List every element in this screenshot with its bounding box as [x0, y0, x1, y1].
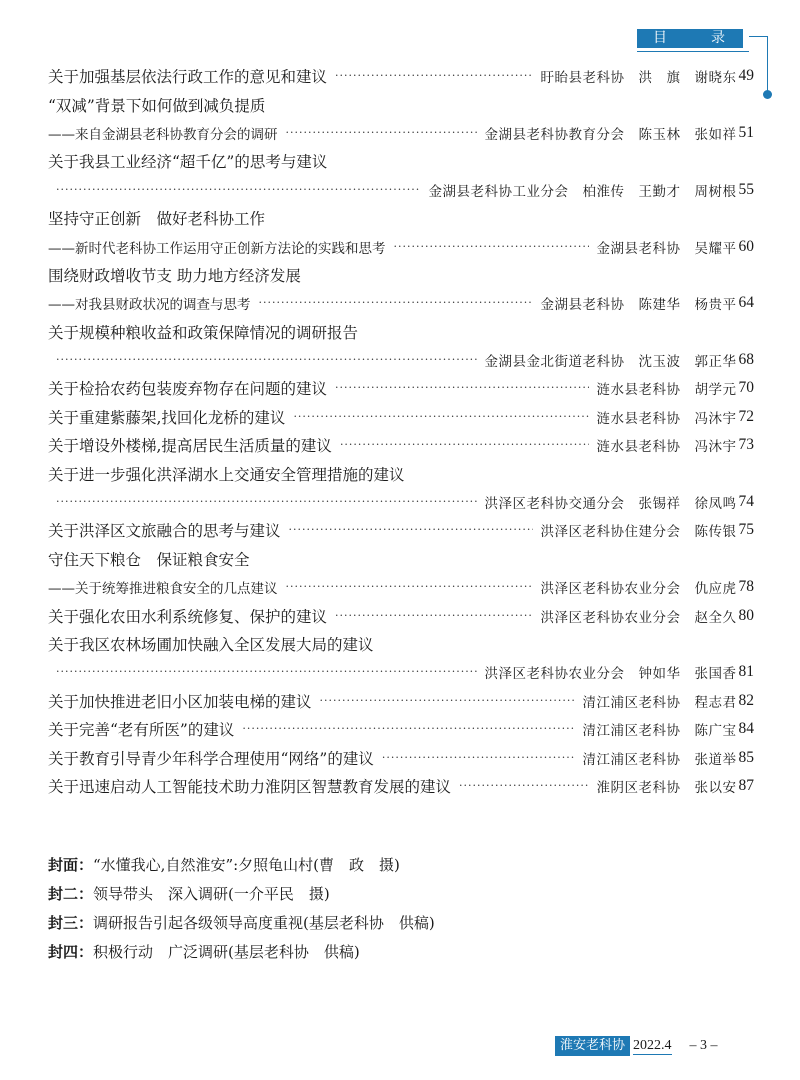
toc-page-number: 80 [738, 606, 754, 624]
decorative-dot [763, 90, 772, 99]
toc-subtitle: ——来自金湖县老科协教育分会的调研 [48, 126, 278, 143]
toc-title: 坚持守正创新 做好老科协工作 [48, 210, 266, 229]
dot-leader [56, 352, 477, 368]
toc-page-number: 78 [738, 578, 754, 596]
dot-leader [340, 437, 589, 453]
toc-subtitle: ——新时代老科协工作运用守正创新方法论的实践和思考 [48, 240, 386, 257]
toc-title: 关于完善“老有所医”的建议 [48, 721, 235, 740]
cover-credits [48, 850, 748, 966]
dot-leader [286, 579, 533, 595]
toc-author: 涟水县老科协 胡学元 [596, 382, 737, 399]
toc-title: 关于强化农田水利系统修复、保护的建议 [48, 607, 328, 626]
dot-leader [320, 693, 575, 709]
toc-title: 关于检拾农药包装废弃物存在问题的建议 [48, 380, 328, 399]
dot-leader [56, 664, 477, 680]
toc-heading [48, 90, 754, 118]
toc-title: 关于教育引导青少年科学合理使用“网络”的建议 [48, 749, 374, 768]
toc-subtitle: ——关于统筹推进粮食安全的几点建议 [48, 581, 278, 598]
toc-page-number: 82 [738, 691, 754, 709]
toc-entry[interactable] [48, 431, 754, 459]
toc-title: 关于重建紫藤架,找回化龙桥的建议 [48, 408, 286, 427]
toc-author: 淮阴区老科协 张以安 [596, 779, 737, 796]
toc-page-number: 49 [738, 67, 754, 85]
toc-author: 金湖县老科协教育分会 陈玉林 张如祥 [484, 126, 737, 143]
toc-entry[interactable] [48, 374, 754, 402]
toc-title: 围绕财政增收节支 助力地方经济发展 [48, 266, 301, 285]
toc-author: 洪泽区老科协农业分会 赵全久 [540, 609, 737, 626]
toc-title: 关于洪泽区文旅融合的思考与建议 [48, 522, 281, 541]
cover-credit-row [48, 879, 748, 908]
toc-title: 关于迅速启动人工智能技术助力淮阴区智慧教育发展的建议 [48, 777, 452, 796]
page-footer [555, 1036, 718, 1056]
toc-title: 关于我县工业经济“超千亿”的思考与建议 [48, 153, 328, 172]
toc-heading [48, 630, 754, 658]
dot-leader [335, 68, 532, 84]
dot-leader [289, 522, 533, 538]
toc-heading [48, 147, 754, 175]
toc-page-number: 74 [738, 493, 754, 511]
toc-page-number: 87 [738, 776, 754, 794]
dot-leader [286, 125, 477, 141]
toc-entry[interactable] [48, 403, 754, 431]
toc-entry[interactable] [48, 772, 754, 800]
toc-author: 洪泽区老科协农业分会 钟如华 张国香 [484, 666, 737, 683]
toc-entry[interactable] [48, 232, 754, 260]
cover-credit-row [48, 937, 748, 966]
dot-leader [56, 182, 421, 198]
toc-author: 金湖县老科协 陈建华 杨贵平 [540, 297, 737, 314]
toc-entry[interactable] [48, 601, 754, 629]
toc-entry[interactable] [48, 516, 754, 544]
toc-entry[interactable] [48, 119, 754, 147]
toc-author: 洪泽区老科协农业分会 仇应虎 [540, 581, 737, 598]
dot-leader [335, 608, 532, 624]
toc-page-number: 84 [738, 720, 754, 738]
toc-heading [48, 318, 754, 346]
toc-author: 涟水县老科协 冯沐宇 [596, 439, 737, 456]
toc-title: 关于增设外楼梯,提高居民生活质量的建议 [48, 437, 332, 456]
toc-title: 关于加强基层依法行政工作的意见和建议 [48, 68, 328, 87]
toc-title: 关于规模种粮收益和政策保障情况的调研报告 [48, 323, 359, 342]
cover-label: 封三： [48, 914, 94, 932]
cover-credit-row [48, 850, 748, 879]
toc-entry[interactable] [48, 573, 754, 601]
cover-credit-row [48, 908, 748, 937]
toc-author: 洪泽区老科协住建分会 陈传银 [540, 524, 737, 541]
cover-label: 封面： [48, 856, 94, 874]
dot-leader [56, 494, 477, 510]
toc-page-number: 70 [738, 379, 754, 397]
toc-title: 守住天下粮仓 保证粮食安全 [48, 550, 250, 569]
cover-description: “水懂我心,自然淮安”:夕照龟山村(曹 政 摄) [93, 856, 400, 874]
badge-right-char: 录 [711, 30, 725, 46]
table-of-contents [48, 62, 754, 800]
issue-year: 2022.4 [633, 1037, 672, 1053]
dot-leader [394, 239, 589, 255]
toc-page-number: 68 [738, 351, 754, 369]
toc-page-number: 72 [738, 407, 754, 425]
toc-entry[interactable] [48, 62, 754, 90]
toc-title: 关于进一步强化洪泽湖水上交通安全管理措施的建议 [48, 465, 405, 484]
page-number: – 3 – [689, 1038, 718, 1053]
toc-entry[interactable] [48, 715, 754, 743]
toc-author: 盱眙县老科协 洪 旗 谢晓东 [540, 70, 737, 87]
toc-page-number: 81 [738, 663, 754, 681]
journal-name: 淮安老科协 [555, 1036, 630, 1056]
toc-heading [48, 545, 754, 573]
toc-heading [48, 261, 754, 289]
toc-page-number: 64 [738, 294, 754, 312]
dot-leader [259, 295, 533, 311]
toc-author: 金湖县老科协工业分会 柏淮传 王勤才 周树根 [428, 183, 737, 200]
toc-badge [637, 29, 743, 48]
toc-page-number: 85 [738, 748, 754, 766]
toc-author: 涟水县老科协 冯沐宇 [596, 410, 737, 427]
toc-page-number: 75 [738, 521, 754, 539]
toc-author: 清江浦区老科协 程志君 [582, 694, 737, 711]
cover-description: 积极行动 广泛调研(基层老科协 供稿) [93, 943, 360, 961]
toc-entry[interactable] [48, 687, 754, 715]
toc-entry[interactable] [48, 658, 754, 686]
dot-leader [382, 750, 575, 766]
toc-author: 清江浦区老科协 张道举 [582, 751, 737, 768]
dot-leader [293, 409, 588, 425]
cover-label: 封二： [48, 885, 94, 903]
toc-author: 金湖县老科协 吴耀平 [596, 240, 737, 257]
dot-leader [242, 721, 574, 737]
toc-title: “双减”背景下如何做到减负提质 [48, 96, 266, 115]
toc-page-number: 51 [738, 123, 754, 141]
dot-leader [335, 380, 588, 396]
toc-entry[interactable] [48, 488, 754, 516]
toc-entry[interactable] [48, 743, 754, 771]
toc-entry[interactable] [48, 176, 754, 204]
toc-page-number: 60 [738, 237, 754, 255]
toc-author: 金湖县金北街道老科协 沈玉波 郭正华 [484, 354, 737, 371]
toc-author: 洪泽区老科协交通分会 张锡祥 徐凤鸣 [484, 496, 737, 513]
toc-heading [48, 204, 754, 232]
toc-heading [48, 459, 754, 487]
badge-left-char: 目 [653, 30, 667, 46]
decorative-line [637, 51, 749, 52]
toc-entry[interactable] [48, 289, 754, 317]
toc-entry[interactable] [48, 346, 754, 374]
cover-label: 封四： [48, 943, 94, 961]
cover-description: 调研报告引起各级领导高度重视(基层老科协 供稿) [93, 914, 435, 932]
toc-subtitle: ——对我县财政状况的调查与思考 [48, 297, 251, 314]
cover-description: 领导带头 深入调研(一介平民 摄) [93, 885, 330, 903]
toc-author: 清江浦区老科协 陈广宝 [582, 723, 737, 740]
toc-title: 关于加快推进老旧小区加装电梯的建议 [48, 692, 312, 711]
toc-title: 关于我区农林场圃加快融入全区发展大局的建议 [48, 636, 374, 654]
toc-page-number: 73 [738, 436, 754, 454]
toc-page-number: 55 [738, 180, 754, 198]
dot-leader [459, 778, 588, 794]
